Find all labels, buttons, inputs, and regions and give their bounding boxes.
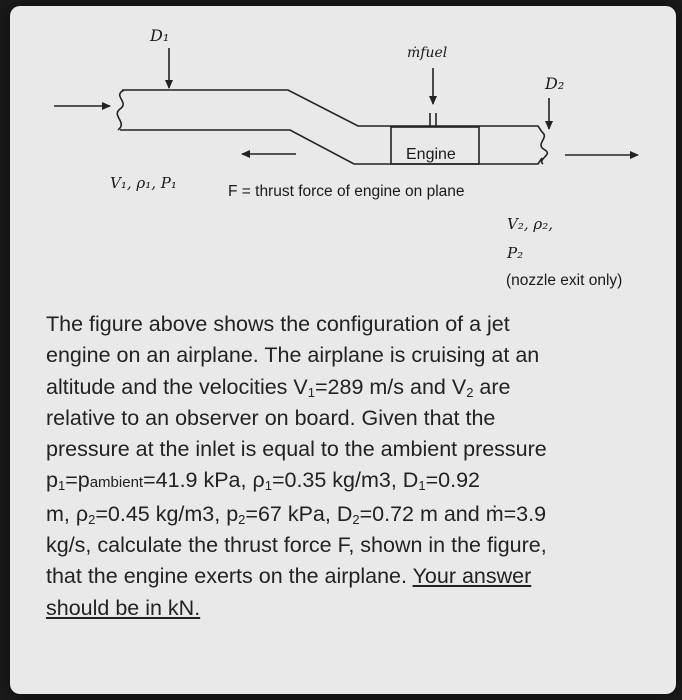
problem-line: relative to an observer on board. Given that the (46, 405, 496, 430)
problem-line: $p_1=pambient=41.9$ kPa, $\rho_1=0.35$ kg/m3, $D_1=0.92$ (46, 468, 480, 494)
inlet-break-curve (117, 90, 124, 130)
duct-top-wall (122, 90, 542, 132)
thrust-caption: F = thrust force of engine on plane (228, 183, 465, 200)
d1-label: D₁ (150, 26, 170, 45)
inlet-state-label: V₁, ρ₁, P₁ (110, 174, 177, 192)
d2-label: D₂ (545, 74, 565, 93)
exit-velocity-density-label: V₂, ρ₂, (507, 215, 553, 233)
problem-line: that the engine exerts on the airplane. Your answer (46, 564, 532, 589)
problem-line: kg/s, calculate the thrust force F, shown in the figure, (46, 533, 547, 558)
jet-engine-diagram (10, 6, 676, 306)
exit-pressure-label: P₂ (507, 244, 524, 262)
problem-line (46, 593, 646, 624)
problem-line: engine on an airplane. The airplane is cruising at an (46, 343, 540, 368)
nozzle-exit-note: (nozzle exit only) (506, 272, 623, 289)
fuel-mass-flow-label: ṁfuel (407, 45, 448, 61)
problem-line: pressure at the inlet is equal to the ambient pressure (46, 437, 547, 462)
problem-line: The figure above shows the configuration of a jet (46, 312, 510, 336)
problem-statement (46, 309, 646, 624)
answer-instruction-cont: should be in kN. (46, 595, 201, 620)
problem-card (10, 6, 676, 694)
exit-break-curve (541, 132, 547, 164)
engine-label: Engine (406, 146, 456, 163)
problem-line: m, $\rho_2=0.45$ kg/m3, $p_2=67$ kPa, $D_2=0.72$ m and ṁ=3.9 (46, 501, 547, 527)
problem-line: altitude and the velocities $V_1=289$ m/s and $V_2$ are (46, 374, 511, 400)
answer-instruction: Your answer (412, 564, 532, 589)
